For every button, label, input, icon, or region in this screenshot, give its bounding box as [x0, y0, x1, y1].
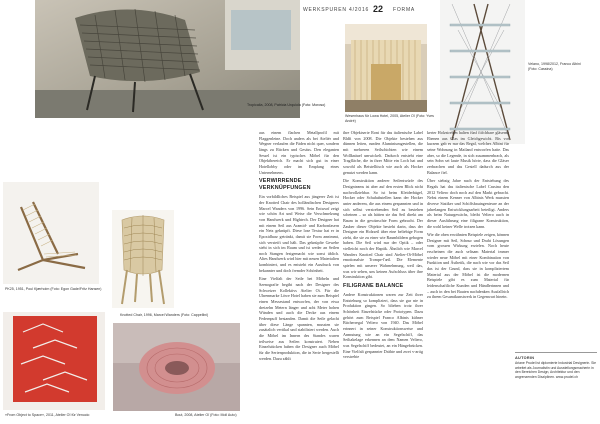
paragraph: Andere Konstruktionen waren zur Zeit ihrer Entstehung so kompliziert, dass sie gar nie in Produktion gingen. So blieben trotz ihrer Schönheit Einzelstücke oder Prototypen. Dazu gehört zum Beispiel Franco Albinis kühner Bücherregal Veliero von 1940. Das Möbel erinnert in seiner Konstruktionsweise und Anmutung wie an ein Segelschiff, das Seiltakelage erkennen an dem Namen Veliero, was Segelschiff bedeutet, an ein Hängebrücken. Eine Vielfalt gespannter Drähte und zwei v-artig verstrebte — [343, 292, 423, 360]
paragraph: Ein vorbildliches Beispiel aus jüngerer Zeit ist der Knotted Chair des holländischen Designers Marcel Wanders von 1996. Sein Entwurf zeigt wie schön Art und Weise die Verschmelzung von Handwerk und Hightech. Der Designer hat mit einem Seil aus Aramid- und Karbonfasern ein Netz geknüpft. Diese lose Textur hat er in Epoxidharz getränkt, damit sie Form annimmt, sich versteift und hält. Das geknüpfte Gewebe steht in sich im Raum und ist weder an Seilen noch Stangen festgemacht wie sonst üblich. Altes Handwerk wird hier mit neuen Materialien kombiniert, und es entsteht ein Ausdruck von bekannter und doch fremder Schönheit. — [259, 194, 339, 273]
page-number: 22 — [373, 4, 384, 14]
photo-pink-stool — [113, 323, 240, 411]
chair-photo-tropicalia — [35, 0, 326, 118]
author-box — [515, 352, 597, 420]
caption-tropicalia: Tropicalia, 2008, Patricia Urquiola (Foto: Moroso) — [247, 103, 326, 107]
author-heading: AUTORIN — [515, 356, 535, 360]
text-column-2 — [343, 130, 423, 422]
paragraph: Die Konstruktion anderer Seilentwürfe des Designteams ist aber auf den ersten Blick nicht nachvollziehbar. So ist beim Kleiderbügel, Hocker oder Schuhabstellen kann der Hocker unter anderem, die aus einem gespannten und in sich selbst verstrebenden Seil zu bestehen scheinen – so als hätten sie das Seil direkt am Baum in die gewünschte Form gebracht. Der Zauber dieser Objekte besteht darin, dass der Designer ein Holzseil über eine beliebige Form zieht, die sie zu einer wie Raumbildern gebogen haben. Die Seil wird nur der Optik – oder vielleicht noch der Haptik. Ähnlich wie Marcel Wanders Knotted Chair sind Atelier-Oï-Möbel emotionalste Trompe-l'œil. Die Elemente spielen mit unserer Wahrnehmung, weil das, was wir sehen, uns keinen Aufschluss über ihre Konstruktion gibt. — [343, 178, 423, 280]
paragraph: Eine Vielfalt der Seile bei Möbeln und Szenografie begibt nach der Designer des Schweizer Kollektivs Atelier Oï. Für die Uhrenmarke Löwe Hotel haben sie zum Beispiel einen Messestand entworfen, der von etwa dreizehn Metern länger und acht Meter hohen Wänden und auch die Decke aus einem Federnpuff bestanden. Damit die Seile gelacht über diese Länge spannten, mussten sie zusätzlich vertikal und stabilisiert werden. Auch die Möbel im Innern des Standes waren teilweise aus Seilen konstruiert. Neben Einzelstücken haben die Designer auch Möbel für die Serienproduktion, die in Serie hergestellt werden. Dazu zählt — [259, 276, 339, 361]
chair-photo-knotted — [112, 210, 174, 308]
photo-red-hangers — [3, 312, 105, 410]
magazine-name: WERKSPUREN 4/2016 — [303, 7, 370, 13]
photo-veliero-shelf — [440, 0, 525, 144]
paragraph: Über siebzig Jahre nach der Entstehung des Regals hat das italienische Label Cassina den 2012 Veliero doch noch auf den Markt gebracht. Nebst einem Kenner von Albinis Werk mussten diverse Statiker und Schiffsbauingenieure an der jahrelangen Entwicklungsarbeit beteiligt. Anders als beim Naturgewächs, bleibt Veliero auch in dieser Ausführung eine filigrane Konstruktion, die wohl keiner Welle trotzen kann. — [427, 178, 509, 229]
heading-filigrane-balance: FILIGRANE BALANCE — [343, 283, 404, 290]
author-bio: Ariane Prudel ist diplomierte Industrial Designerin. Sie arbeitet als Journalistin und Ausstellungsmacherin in den Bereichen Design, Architektur und den angrenzenden Disziplinen. www.prudel.ch — [515, 361, 597, 379]
text-column-3 — [427, 130, 509, 422]
paragraph: ihre Objektserie Roni für das italienische Label Bldfi von 2008. Die Objekte bestehen aus dünnen Ieiten, runden Aluminiumgestellen, die mit mehreren Seilschichten wie einem Wollknäuel umwickelt. Dadurch entsteht eine Tragfläche, die in ihrer Mitte ein Loch hat und sowohl als Beistelltisch wie auch als Hocker genutzt werden kann. — [343, 130, 423, 175]
text-column-1 — [259, 130, 339, 422]
chair-photo-pk25 — [3, 182, 99, 284]
caption-pink-stool: Bout, 2008, Atelier Oï (Foto: Moll Auto) — [175, 413, 237, 417]
caption-veliero: Velano, 1998/2012, Franco Albini (Foto: Cassina) — [528, 62, 581, 71]
paragraph: Wie die oben erwähnten Beispiele zeigen, können Designer mit Seil, Schnur und Draht Lösungen vom grossen Wirkung erzielen. Noch heute erscheinen die auch seltsam Material immer wieder neue Möbel mit einer Kombination von Funktion und Ästhetik, die nach wie vor das Seil das ist der Grund, dass sie in kompliziertem Material aus der Möbel ist die modernen Beispiele gibt es zum Material für leidenschaftliche Kunden und Händlerinnen und – auch in den bei Bauten nachdenken Ausfallrich zu ihrem Gesamtkunstwerk in Gegenwart hinein. — [427, 232, 509, 300]
paragraph: aus einem flachen Metallprofil mit Flaggenleine. Doch anders als bei Ateliér und Wegner verlaufen die Fäden nicht quer, sondern längs zu Rücken und Gesäss. Den eleganten Sessel ist ein typisches Möbel für den Objektbereich. Er macht sich gut in einer Hotellobby oder im Empfang eines Unternehmens. — [259, 130, 339, 175]
caption-hotel-room: Wesenhaus für Lowa Hotel, 2005, Atelier Oï (Foto: Yves André) — [345, 114, 434, 123]
caption-knotted: Knotted Chair, 1996, Marcel Wanders (Foto: Cappellini) — [120, 313, 209, 317]
section-title: FORMA — [393, 7, 416, 13]
caption-pk25: PK25, 1951, Poul Kjærholm (Foto: Egon Gade/Fritz Hansen) — [5, 287, 102, 291]
photo-hotel-room — [345, 24, 427, 112]
heading-verknuepfungen: VERWIRRENDE VERKNÜPFUNGEN — [259, 178, 311, 192]
caption-red-hangers: «From Object to Space», 2011, Atelier Oï für Venucio — [5, 413, 90, 417]
paragraph: kerter Holzstreben halten fünf fiifchbare gläserne Ebenen aus Glas im Gleichgewicht. Bis vor kurzem gab es nur das Regal, welches Albini für seine Wohnung in Mailand entworfen hatte. Das aber, so die Legende, in sich zusammenbrach, als sein Sohn sei laute Musik hörte, dass die Gläser zerbrachen und das Gestell dadurch aus der Balance fiel. — [427, 130, 509, 175]
